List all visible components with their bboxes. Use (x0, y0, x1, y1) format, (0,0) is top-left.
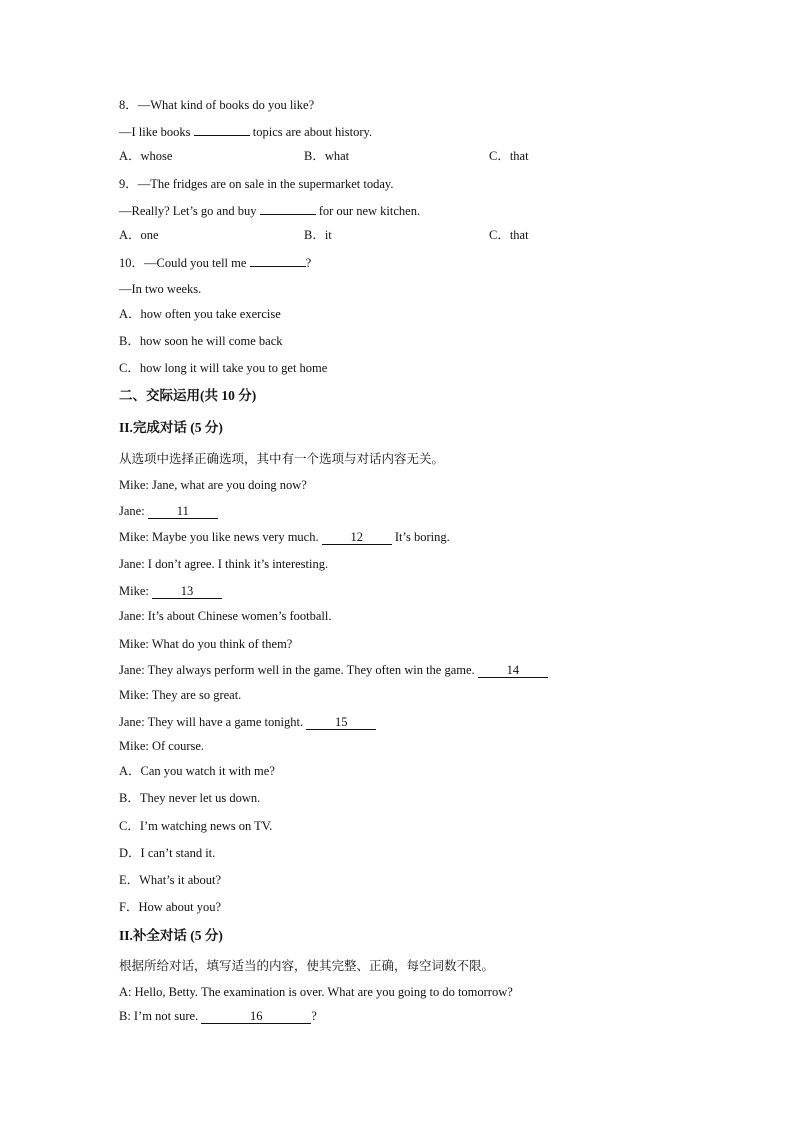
q10-blank (250, 254, 306, 267)
part-2-title: II.补全对话 (5 分) (119, 928, 223, 943)
answer-blank: 14 (478, 664, 548, 678)
q9-line2 (119, 202, 420, 219)
q8-line2-a: —I like books (119, 125, 194, 139)
dialogue-line: Jane: It’s about Chinese women’s football. (119, 609, 332, 623)
q8-line2-b: topics are about history. (249, 125, 373, 139)
part-1-title: II.完成对话 (5 分) (119, 420, 223, 435)
q10-line2: —In two weeks. (119, 282, 202, 296)
answer-blank: 12 (322, 531, 392, 545)
q9-option-a: A．one (119, 228, 159, 242)
dialogue-line: Mike: 13 (119, 583, 222, 599)
dialogue-line: Jane: 11 (119, 503, 218, 519)
dialogue-line: Jane: They will have a game tonight. 15 (119, 714, 376, 730)
part-1-option-b: B．They never let us down. (119, 791, 261, 805)
answer-blank: 11 (148, 505, 218, 519)
part-1-instruction: 从选项中选择正确选项，其中有一个选项与对话内容无关。 (119, 452, 445, 466)
q10-option-a: A．how often you take exercise (119, 307, 281, 321)
q9-option-c: C．that (489, 228, 529, 242)
section-2-title: 二、交际运用(共 10 分) (119, 388, 257, 403)
q8-stem: 8．—What kind of books do you like? (119, 98, 315, 112)
part-2-instruction: 根据所给对话，填写适当的内容，使其完整、正确，每空词数不限。 (119, 959, 495, 973)
q8-option-c: C．that (489, 149, 529, 163)
q8-option-b: B．what (304, 149, 350, 163)
q8-option-a: A．whose (119, 149, 173, 163)
q9-stem: 9．—The fridges are on sale in the supermarket today. (119, 177, 394, 191)
q10-stem-b: ? (305, 256, 312, 270)
dialogue-line: Mike: Of course. (119, 739, 205, 753)
answer-blank: 15 (306, 716, 376, 730)
q10-stem-a: 10．—Could you tell me (119, 256, 250, 270)
dialogue-line: Mike: Maybe you like news very much. 12 It’s boring. (119, 530, 450, 544)
q9-option-b: B．it (304, 228, 332, 242)
part-2-line-1: A: Hello, Betty. The examination is over. What are you going to do tomorrow? (119, 985, 513, 999)
dialogue-line: Mike: What do you think of them? (119, 637, 293, 651)
dialogue-line: Mike: They are so great. (119, 688, 242, 702)
part-1-option-d: D．I can’t stand it. (119, 846, 216, 860)
q8-blank (194, 123, 250, 136)
part-1-option-e: E．What’s it about? (119, 873, 222, 887)
answer-blank: 16 (201, 1010, 311, 1024)
q9-blank (260, 202, 316, 215)
q10-stem (119, 254, 311, 271)
q10-option-c: C．how long it will take you to get home (119, 361, 328, 375)
dialogue-line: Jane: They always perform well in the game. They often win the game. 14 (119, 662, 548, 678)
answer-blank: 13 (152, 585, 222, 599)
part-2-line-2: B: I’m not sure. 16 ? (119, 1009, 317, 1023)
dialogue-line: Mike: Jane, what are you doing now? (119, 478, 307, 492)
q8-line2 (119, 123, 372, 140)
part-1-option-a: A．Can you watch it with me? (119, 764, 275, 778)
q9-line2-a: —Really? Let’s go and buy (119, 204, 260, 218)
part-1-option-f: F．How about you? (119, 900, 222, 914)
q9-line2-b: for our new kitchen. (315, 204, 421, 218)
part-1-option-c: C．I’m watching news on TV. (119, 819, 273, 833)
dialogue-line: Jane: I don’t agree. I think it’s interesting. (119, 557, 329, 571)
q10-option-b: B．how soon he will come back (119, 334, 283, 348)
